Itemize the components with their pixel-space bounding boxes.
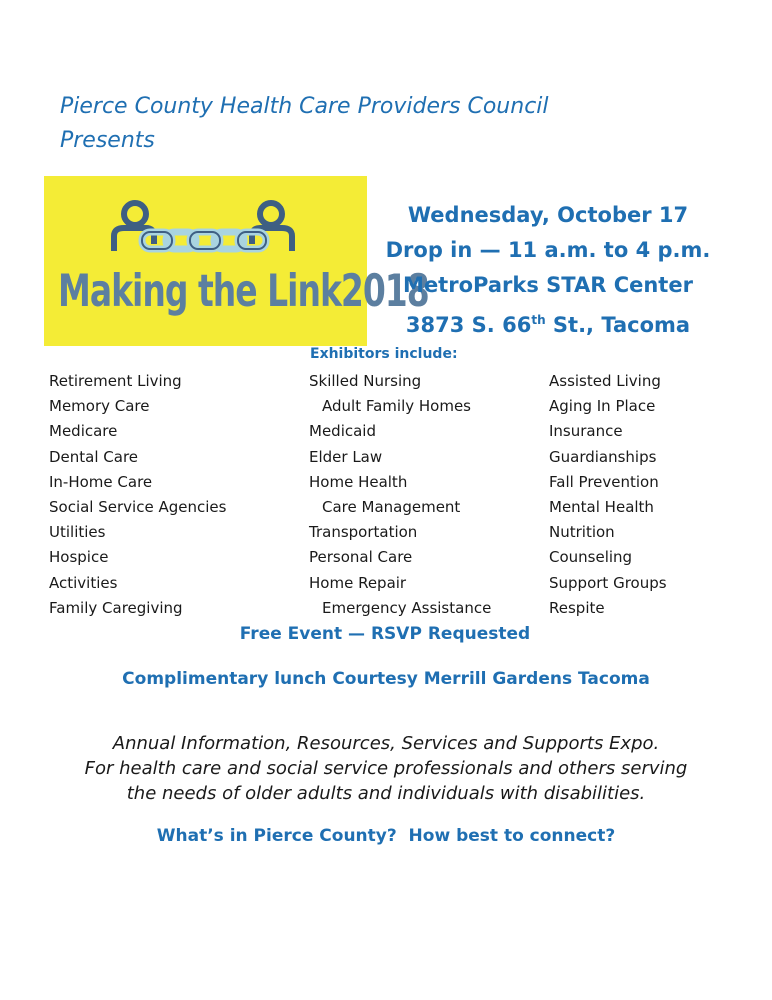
exhibitors-heading: Exhibitors include:: [310, 346, 458, 362]
presenter-name: Pierce County Health Care Providers Council: [60, 94, 549, 119]
list-item: Fall Prevention: [549, 472, 659, 491]
list-item: Transportation: [309, 523, 418, 542]
list-item: Aging In Place: [549, 397, 656, 416]
list-item: Home Health: [309, 472, 408, 491]
presenter-header: [60, 90, 549, 158]
list-item: Social Service Agencies: [49, 498, 227, 517]
event-hours: Drop in — 11 a.m. to 4 p.m.: [385, 238, 711, 262]
event-date: Wednesday, October 17: [407, 203, 689, 227]
exhibitor-column-3: [549, 369, 667, 621]
expo-line-2: For health care and social service professionals and others serving: [84, 758, 688, 779]
list-item: Medicaid: [309, 422, 376, 441]
list-item: Family Caregiving: [49, 598, 183, 617]
event-venue: MetroParks STAR Center: [403, 273, 693, 297]
logo-title: Making the Link2018: [58, 264, 429, 317]
presents-label: Presents: [60, 128, 155, 153]
free-event-notice: Free Event — RSVP Requested: [239, 624, 531, 644]
address-ordinal: th: [531, 313, 546, 327]
list-item: Guardianships: [549, 447, 657, 466]
list-item: Assisted Living: [549, 372, 661, 390]
list-item: Adult Family Homes: [322, 397, 471, 416]
list-item: Dental Care: [49, 447, 139, 466]
lunch-sponsor: Complimentary lunch Courtesy Merrill Gardens Tacoma: [122, 669, 650, 689]
list-item: Retirement Living: [49, 372, 182, 390]
list-item: Emergency Assistance: [322, 598, 492, 617]
list-item: Activities: [49, 573, 118, 592]
list-item: Support Groups: [549, 573, 667, 592]
list-item: Nutrition: [549, 523, 615, 542]
list-item: Respite: [549, 598, 605, 617]
list-item: Home Repair: [309, 573, 407, 592]
list-item: Medicare: [49, 422, 118, 441]
list-item: Counseling: [549, 548, 633, 567]
address-city: St., Tacoma: [545, 313, 691, 337]
list-item: Personal Care: [309, 548, 413, 567]
list-item: Care Management: [322, 498, 461, 517]
address-street: 3873 S. 66: [405, 313, 532, 337]
list-item: In-Home Care: [49, 472, 153, 491]
expo-line-3: the needs of older adults and individuals with disabilities.: [126, 783, 646, 804]
list-item: Elder Law: [309, 447, 383, 466]
list-item: Hospice: [49, 548, 109, 567]
list-item: Skilled Nursing: [309, 372, 422, 390]
closing-question: What’s in Pierce County? How best to connect?: [156, 826, 616, 846]
list-item: Memory Care: [49, 397, 150, 416]
expo-description: [0, 731, 772, 806]
event-address: [376, 303, 720, 343]
event-details: [376, 198, 720, 343]
exhibitor-column-1: [49, 369, 226, 621]
exhibitor-column-2: [309, 369, 491, 621]
list-item: Insurance: [549, 422, 623, 441]
list-item: Mental Health: [549, 498, 654, 517]
list-item: Utilities: [49, 523, 106, 542]
expo-line-1: Annual Information, Resources, Services and Supports Expo.: [112, 733, 660, 754]
event-logo: [44, 176, 429, 346]
chain-link-people-icon: [44, 176, 367, 346]
